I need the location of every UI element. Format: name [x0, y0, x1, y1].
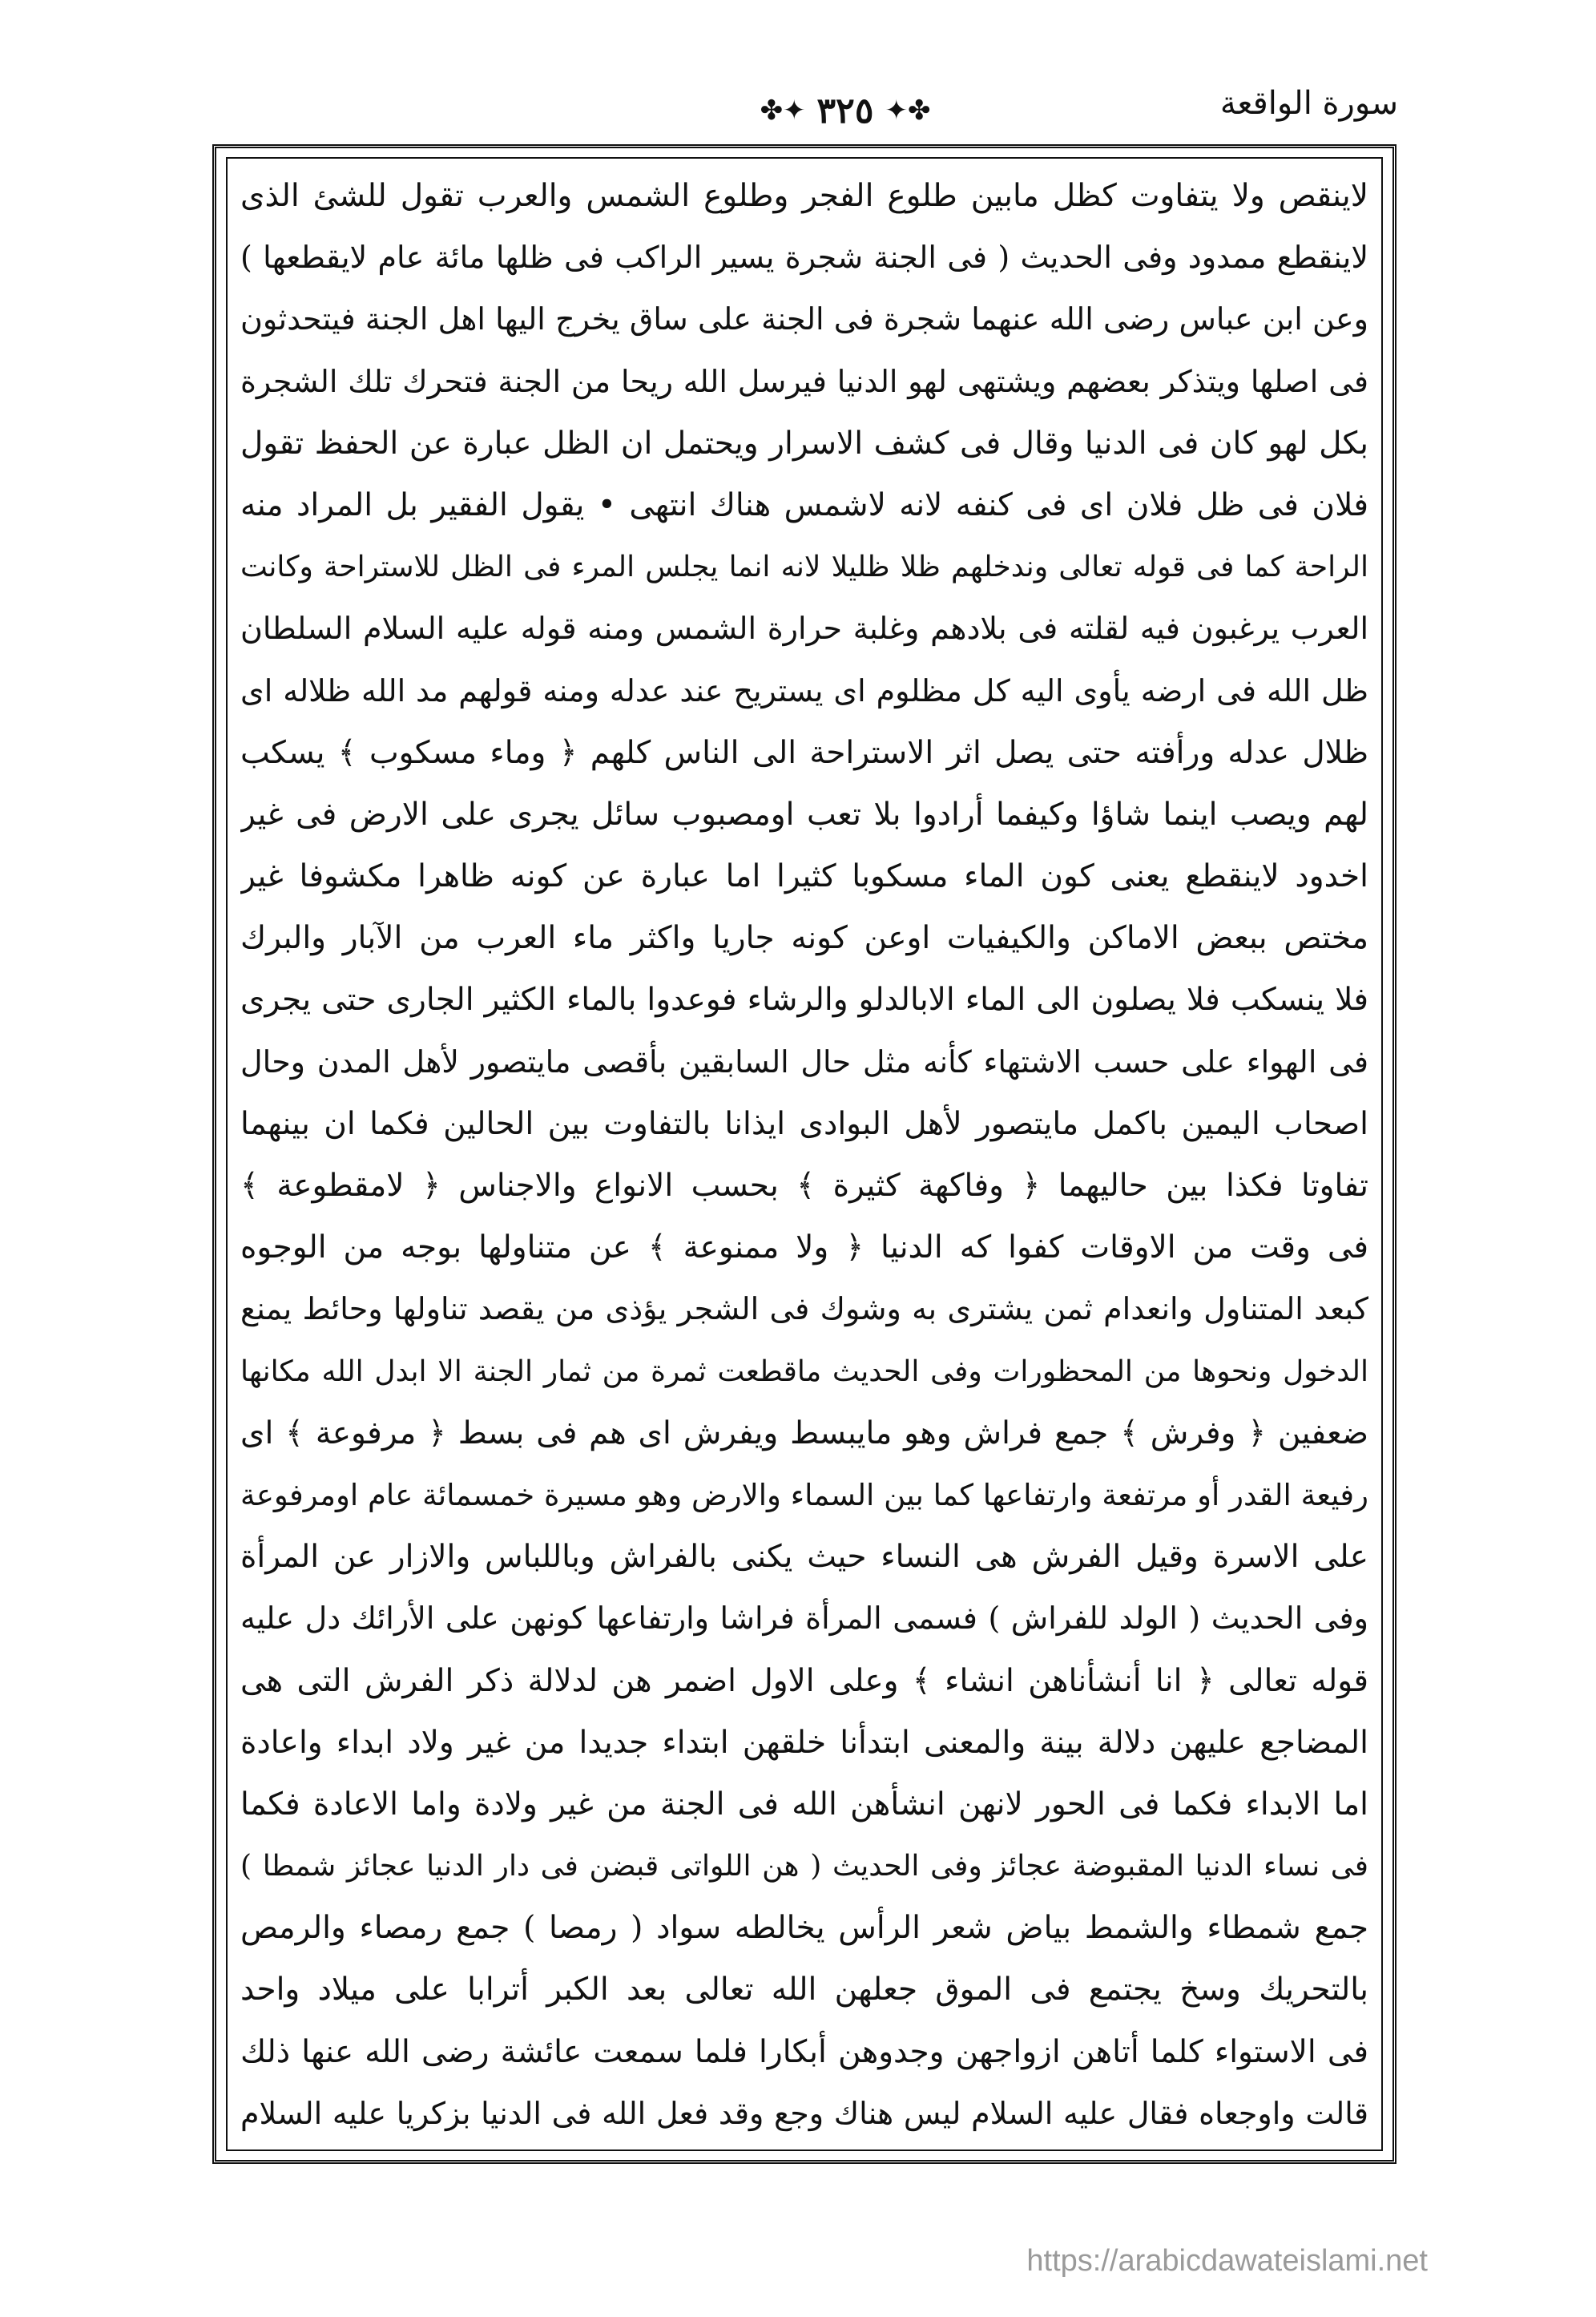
page-number-area	[725, 87, 965, 135]
surah-title: سورة الواقعة	[1219, 85, 1398, 122]
text-line: مختص ببعض الاماكن والكيفيات اوعن كونه جاريا واكثر ماء العرب من الآبار والبرك	[240, 920, 1368, 957]
text-line: لاينقطع ممدود وفى الحديث ( فى الجنة شجرة يسير الراكب فى ظلها مائة عام لايقطعها )	[240, 240, 1368, 276]
text-line: ظل الله فى ارضه يأوى اليه كل مظلوم اى يستريح عند عدله ومنه قولهم مد الله ظلاله اى	[240, 672, 1368, 708]
text-line: ضعفين ﴿ وفرش ﴾ جمع فراش وهو مايبسط ويفرش اى هم فى بسط ﴿ مرفوعة ﴾ اى	[240, 1415, 1368, 1451]
text-line: فى وقت من الاوقات كفوا كه الدنيا ﴿ ولا ممنوعة ﴾ عن متناولها بوجه من الوجوه	[240, 1229, 1368, 1266]
left-ornament-icon: ✤✦	[760, 95, 806, 127]
text-line: بكل لهو كان فى الدنيا وقال فى كشف الاسرار ويحتمل ان الظل عبارة عن الحفظ تقول	[240, 425, 1368, 462]
text-line: قوله تعالى ﴿ انا أنشأناهن انشاء ﴾ وعلى الاول اضمر هن لدلالة ذكر الفرش التى هى	[240, 1662, 1368, 1699]
text-line: بالتحريك وسخ يجتمع فى الموق جعلهن الله تعالى بعد الكبر أترابا على ميلاد واحد	[240, 1972, 1368, 2008]
watermark-url: https://arabicdawateislami.net	[1026, 2244, 1428, 2278]
text-line: جمع شمطاء والشمط بياض شعر الرأس يخالطه سواد ( رمصا ) جمع رمصاء والرمص	[240, 1910, 1368, 1947]
text-line: العرب يرغبون فيه لقلته فى بلادهم وغلبة حرارة الشمس ومنه قوله عليه السلام السلطان	[240, 611, 1368, 647]
text-line: وفى الحديث ( الولد للفراش ) فسمى المرأة فراشا وارتفاعها كونهن على الأرائك دل عليه	[240, 1601, 1368, 1637]
text-line: لهم ويصب اينما شاؤا وكيفما أرادوا بلا تعب اومصبوب سائل يجرى على الارض فى غير	[240, 796, 1368, 833]
right-ornament-icon: ✦✤	[885, 95, 931, 127]
body-text	[240, 165, 1368, 2145]
text-line: اخدود لاينقطع يعنى كون الماء مسكوبا كثيرا اما عبارة عن كونه ظاهرا مكشوفا غير	[240, 858, 1368, 895]
page-header	[212, 80, 1398, 144]
text-line: لاينقص ولا يتفاوت كظل مابين طلوع الفجر وطلوع الشمس والعرب تقول للشئ الذى	[240, 178, 1368, 214]
text-line: فى نساء الدنيا المقبوضة عجائز وفى الحديث ( هن اللواتى قبضن فى دار الدنيا عجائز شمطا )	[240, 1850, 1368, 1883]
text-line: فى اصلها ويتذكر بعضهم ويشتهى لهو الدنيا فيرسل الله ريحا من الجنة فتحرك تلك الشجرة	[240, 363, 1368, 399]
text-line: كبعد المتناول وانعدام ثمن يشترى به وشوك فى الشجر يؤذى من يقصد تناولها وحائط يمنع	[240, 1291, 1368, 1327]
text-line: المضاجع عليهن دلالة بينة والمعنى ابتدأنا خلقهن ابتداء جديدا من غير ولاد ابداء واعادة	[240, 1724, 1368, 1761]
text-line: رفيعة القدر أو مرتفعة وارتفاعها كما بين السماء والارض وهو مسيرة خمسمائة عام اومرفوعة	[240, 1477, 1368, 1512]
text-line: فى الهواء على حسب الاشتهاء كأنه مثل حال السابقين بأقصى مايتصور لأهل المدن وحال	[240, 1043, 1368, 1080]
text-line: قالت واوجعاه فقال عليه السلام ليس هناك وجع وقد فعل الله فى الدنيا بزكريا عليه السلام	[240, 2095, 1368, 2131]
text-line: الدخول ونحوها من المحظورات وفى الحديث ماقطعت ثمرة من ثمار الجنة الا ابدل الله مكانها	[240, 1354, 1368, 1388]
page-number: ٣٢٥	[816, 90, 874, 131]
text-line: وعن ابن عباس رضى الله عنهما شجرة فى الجنة على ساق يخرج اليها اهل الجنة فيتحدثون	[240, 301, 1368, 337]
text-line: فلا ينسكب فلا يصلون الى الماء الابالدلو والرشاء فوعدوا بالماء الكثير الجارى حتى يجرى	[240, 982, 1368, 1019]
text-line: ظلال عدله ورأفته حتى يصل اثر الاستراحة الى الناس كلهم ﴿ وماء مسكوب ﴾ يسكب	[240, 734, 1368, 771]
text-line: تفاوتا فكذا بين حاليهما ﴿ وفاكهة كثيرة ﴾ بحسب الانواع والاجناس ﴿ لامقطوعة ﴾	[240, 1168, 1368, 1204]
text-line: على الاسرة وقيل الفرش هى النساء حيث يكنى بالفراش وباللباس والازار عن المرأة	[240, 1539, 1368, 1576]
text-line: فى الاستواء كلما أتاهن ازواجهن وجدوهن أبكارا فلما سمعت عائشة رضى الله عنها ذلك	[240, 2033, 1368, 2070]
text-line: الراحة كما فى قوله تعالى وندخلهم ظلا ظليلا لانه انما يجلس المرء فى الظل للاستراحة وكانت	[240, 551, 1368, 584]
text-line: اصحاب اليمين باكمل مايتصور لأهل البوادى ايذانا بالتفاوت بين الحالين فكما ان بينهما	[240, 1105, 1368, 1142]
text-line: اما الابداء فكما فى الحور لانهن انشأهن الله فى الجنة من غير ولادة واما الاعادة فكما	[240, 1786, 1368, 1823]
text-line: فلان فى ظل فلان اى فى كنفه لانه لاشمس هناك انتهى • يقول الفقير بل المراد منه	[240, 486, 1368, 523]
